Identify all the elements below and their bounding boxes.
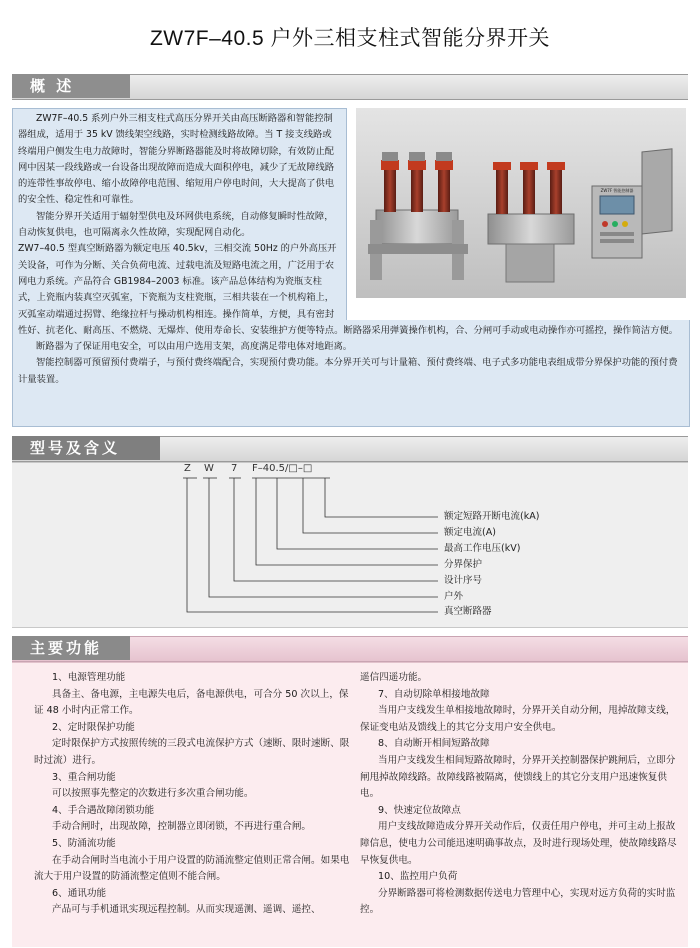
function-body: 遥信四遥功能。 [360, 672, 428, 683]
function-body: 定时限保护方式按照传统的三段式电流保护方式（速断、限时速断、限时过流）进行。 [34, 738, 350, 766]
model-meaning-5: 设计序号 [444, 575, 483, 586]
model-heading: 型号及含义 [12, 436, 160, 460]
function-heading: 6、通讯功能 [52, 887, 107, 899]
model-meaning-6: 户外 [444, 591, 464, 602]
function-heading: 7、自动切除单相接地故障 [378, 688, 490, 700]
function-heading: 2、定时限保护功能 [52, 721, 135, 733]
overview-paragraph-2: 智能分界开关适用于辐射型供电及环网供电系统，自动修复瞬时性故障，自动恢复供电，也可隔离永久性故障，实现配网自动化。 [18, 210, 334, 239]
model-code-part-7: 7 [231, 463, 238, 474]
function-heading: 9、快速定位故障点 [378, 804, 461, 816]
overview-paragraph-5: 智能控制器可预留预付费端子，与预付费终端配合，实现预付费功能。本分界开关可与计量箱、预付费终端、电子式多功能电表组成带分界保护功能的预付费计量装置。 [18, 357, 678, 385]
overview-paragraph-4: 断路器为了保证用电安全，可以由用户选用支架，高度满足带电体对地距离。 [36, 341, 353, 353]
model-code-part-z: Z [184, 463, 191, 474]
function-body: 当用户支线发生单相接地故障时，分界开关自动分闸，甩掉故障支线，保证变电站及馈线上的其它分支用户安全供电。 [360, 705, 676, 733]
model-meaning-7: 真空断路器 [444, 606, 492, 617]
function-body: 在手动合闸时当电流小于用户设置的防涌流整定值则正常合闸。如果电流大于用户设置的防涌流整定值则不能合闸。 [34, 854, 350, 883]
product-photo [356, 108, 686, 298]
function-body: 当用户支线发生相间短路故障时，分界开关控制器保护跳闸后，立即分闸甩掉故障线路。故障线路被隔离，使馈线上的其它分支用户迅速恢复供电。 [360, 754, 676, 800]
function-heading: 3、重合闸功能 [52, 771, 116, 783]
function-body: 分界断路器可将检测数据传送电力管理中心，实现对远方负荷的实时监控。 [360, 887, 676, 916]
model-meaning-1: 额定短路开断电流(kA) [444, 511, 540, 522]
function-body: 具备主、备电源，主电源失电后，备电源供电，可合分 50 次以上，保证 48 小时内正常工作。 [34, 688, 349, 717]
functions-heading: 主要功能 [12, 636, 130, 660]
model-code-part-f: F–40.5/□–□ [252, 463, 313, 474]
function-heading: 8、自动断开相间短路故障 [378, 738, 490, 750]
function-body: 产品可与手机通讯实现远程控制。从而实现遥测、遥调、遥控、 [52, 904, 321, 916]
overview-heading: 概 述 [12, 74, 130, 98]
function-heading: 5、防涌流功能 [52, 837, 116, 849]
function-heading: 10、监控用户负荷 [378, 871, 458, 883]
model-meaning-4: 分界保护 [444, 559, 483, 570]
functions-left-column [34, 670, 352, 919]
function-heading: 4、手合遇故障闭锁功能 [52, 804, 155, 816]
overview-paragraph-3: ZW7–40.5 型真空断路器为额定电压 40.5kv，三相交流 50Hz 的户外高压开关设备，可作为分断、关合负荷电流、过载电流及短路电流之用，广泛用于农网电力系统。产品符合 GB1984–2003 标准。该产品总体结构为瓷瓶支柱式，上瓷瓶内装真空灭弧室，下瓷瓶为支柱瓷瓶，三相共装在一个机构箱上，灭弧室动端通过拐臂、绝缘拉杆与操动机构相连。操作简单，方便，具有密封性好、抗老化、耐高压、不燃烧、无爆炸、使用寿命长、安装维护方便等特点。断路器采用弹簧操作机构，合、分闸可手动或电动操作亦可摇控，操作简洁方便。 [18, 243, 679, 336]
overview-paragraph-1: ZW7F–40.5 系列户外三相支柱式高压分界开关由高压断路器和智能控制器组成，适用于 35 kV 馈线架空线路，实时检测线路故障。当 T 接支线路或终端用户侧发生电力故障时，智能分界断路器能及时将故障切除，有效防止配网中因某一段线路或一台设备出现故障而造成大面积停电，减少了无故障线路的连带性事故停电、缩小故障停电范围、缩短用户停电时间，大大提高了供电的安全性、稳定性和可靠性。 [18, 113, 335, 206]
function-body: 可以按照事先整定的次数进行多次重合闸功能。 [52, 788, 254, 800]
functions-right-column [360, 670, 680, 919]
model-box [12, 462, 688, 628]
page-title: ZW7F–40.5 户外三相支柱式智能分界开关 [149, 27, 551, 50]
model-code-part-w: W [204, 463, 214, 474]
controller-panel-label: ZW7F 智能控制器 [600, 188, 634, 193]
function-heading: 1、电源管理功能 [52, 672, 126, 683]
function-body: 手动合闸时，出现故障，控制器立即闭锁，不再进行重合闸。 [52, 821, 312, 833]
function-body: 用户支线故障造成分界开关动作后，仅责任用户停电，并可主动上报故障信息，使电力公司能迅速明确事故点，及时进行现场处理，使故障线路尽早恢复供电。 [360, 821, 677, 866]
model-meaning-2: 额定电流(A) [444, 527, 496, 538]
model-meaning-3: 最高工作电压(kV) [444, 543, 521, 554]
